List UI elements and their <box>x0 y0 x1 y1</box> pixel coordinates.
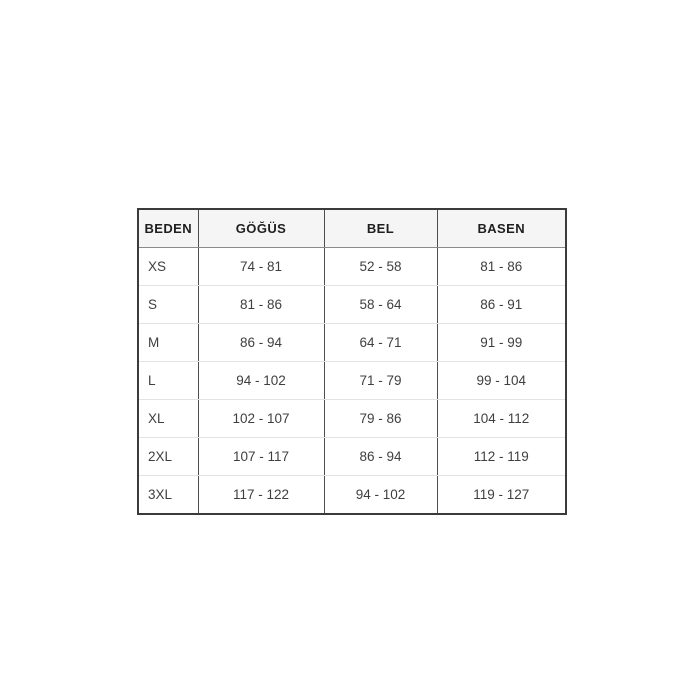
hips-cell: 104 - 112 <box>437 400 566 438</box>
header-chest: GÖĞÜS <box>198 209 324 248</box>
table-row-xl <box>138 400 566 438</box>
hips-cell: 119 - 127 <box>437 476 566 515</box>
size-cell: 2XL <box>138 438 198 476</box>
waist-cell: 94 - 102 <box>324 476 437 515</box>
table-body <box>138 248 566 515</box>
size-cell: S <box>138 286 198 324</box>
size-cell: L <box>138 362 198 400</box>
size-chart-table <box>137 208 567 515</box>
chest-cell: 117 - 122 <box>198 476 324 515</box>
chest-cell: 86 - 94 <box>198 324 324 362</box>
hips-cell: 99 - 104 <box>437 362 566 400</box>
header-hips: BASEN <box>437 209 566 248</box>
chest-cell: 74 - 81 <box>198 248 324 286</box>
hips-cell: 112 - 119 <box>437 438 566 476</box>
header-row <box>138 209 566 248</box>
size-cell: XL <box>138 400 198 438</box>
table-row-3xl <box>138 476 566 515</box>
waist-cell: 79 - 86 <box>324 400 437 438</box>
waist-cell: 52 - 58 <box>324 248 437 286</box>
chest-cell: 107 - 117 <box>198 438 324 476</box>
table-header <box>138 209 566 248</box>
waist-cell: 64 - 71 <box>324 324 437 362</box>
table-row-l <box>138 362 566 400</box>
table-row-xs <box>138 248 566 286</box>
header-size: BEDEN <box>138 209 198 248</box>
table-row-2xl <box>138 438 566 476</box>
size-cell: 3XL <box>138 476 198 515</box>
hips-cell: 86 - 91 <box>437 286 566 324</box>
chest-cell: 102 - 107 <box>198 400 324 438</box>
hips-cell: 91 - 99 <box>437 324 566 362</box>
waist-cell: 86 - 94 <box>324 438 437 476</box>
chest-cell: 81 - 86 <box>198 286 324 324</box>
size-cell: M <box>138 324 198 362</box>
chest-cell: 94 - 102 <box>198 362 324 400</box>
waist-cell: 71 - 79 <box>324 362 437 400</box>
table-row-s <box>138 286 566 324</box>
waist-cell: 58 - 64 <box>324 286 437 324</box>
table-row-m <box>138 324 566 362</box>
hips-cell: 81 - 86 <box>437 248 566 286</box>
size-cell: XS <box>138 248 198 286</box>
header-waist: BEL <box>324 209 437 248</box>
